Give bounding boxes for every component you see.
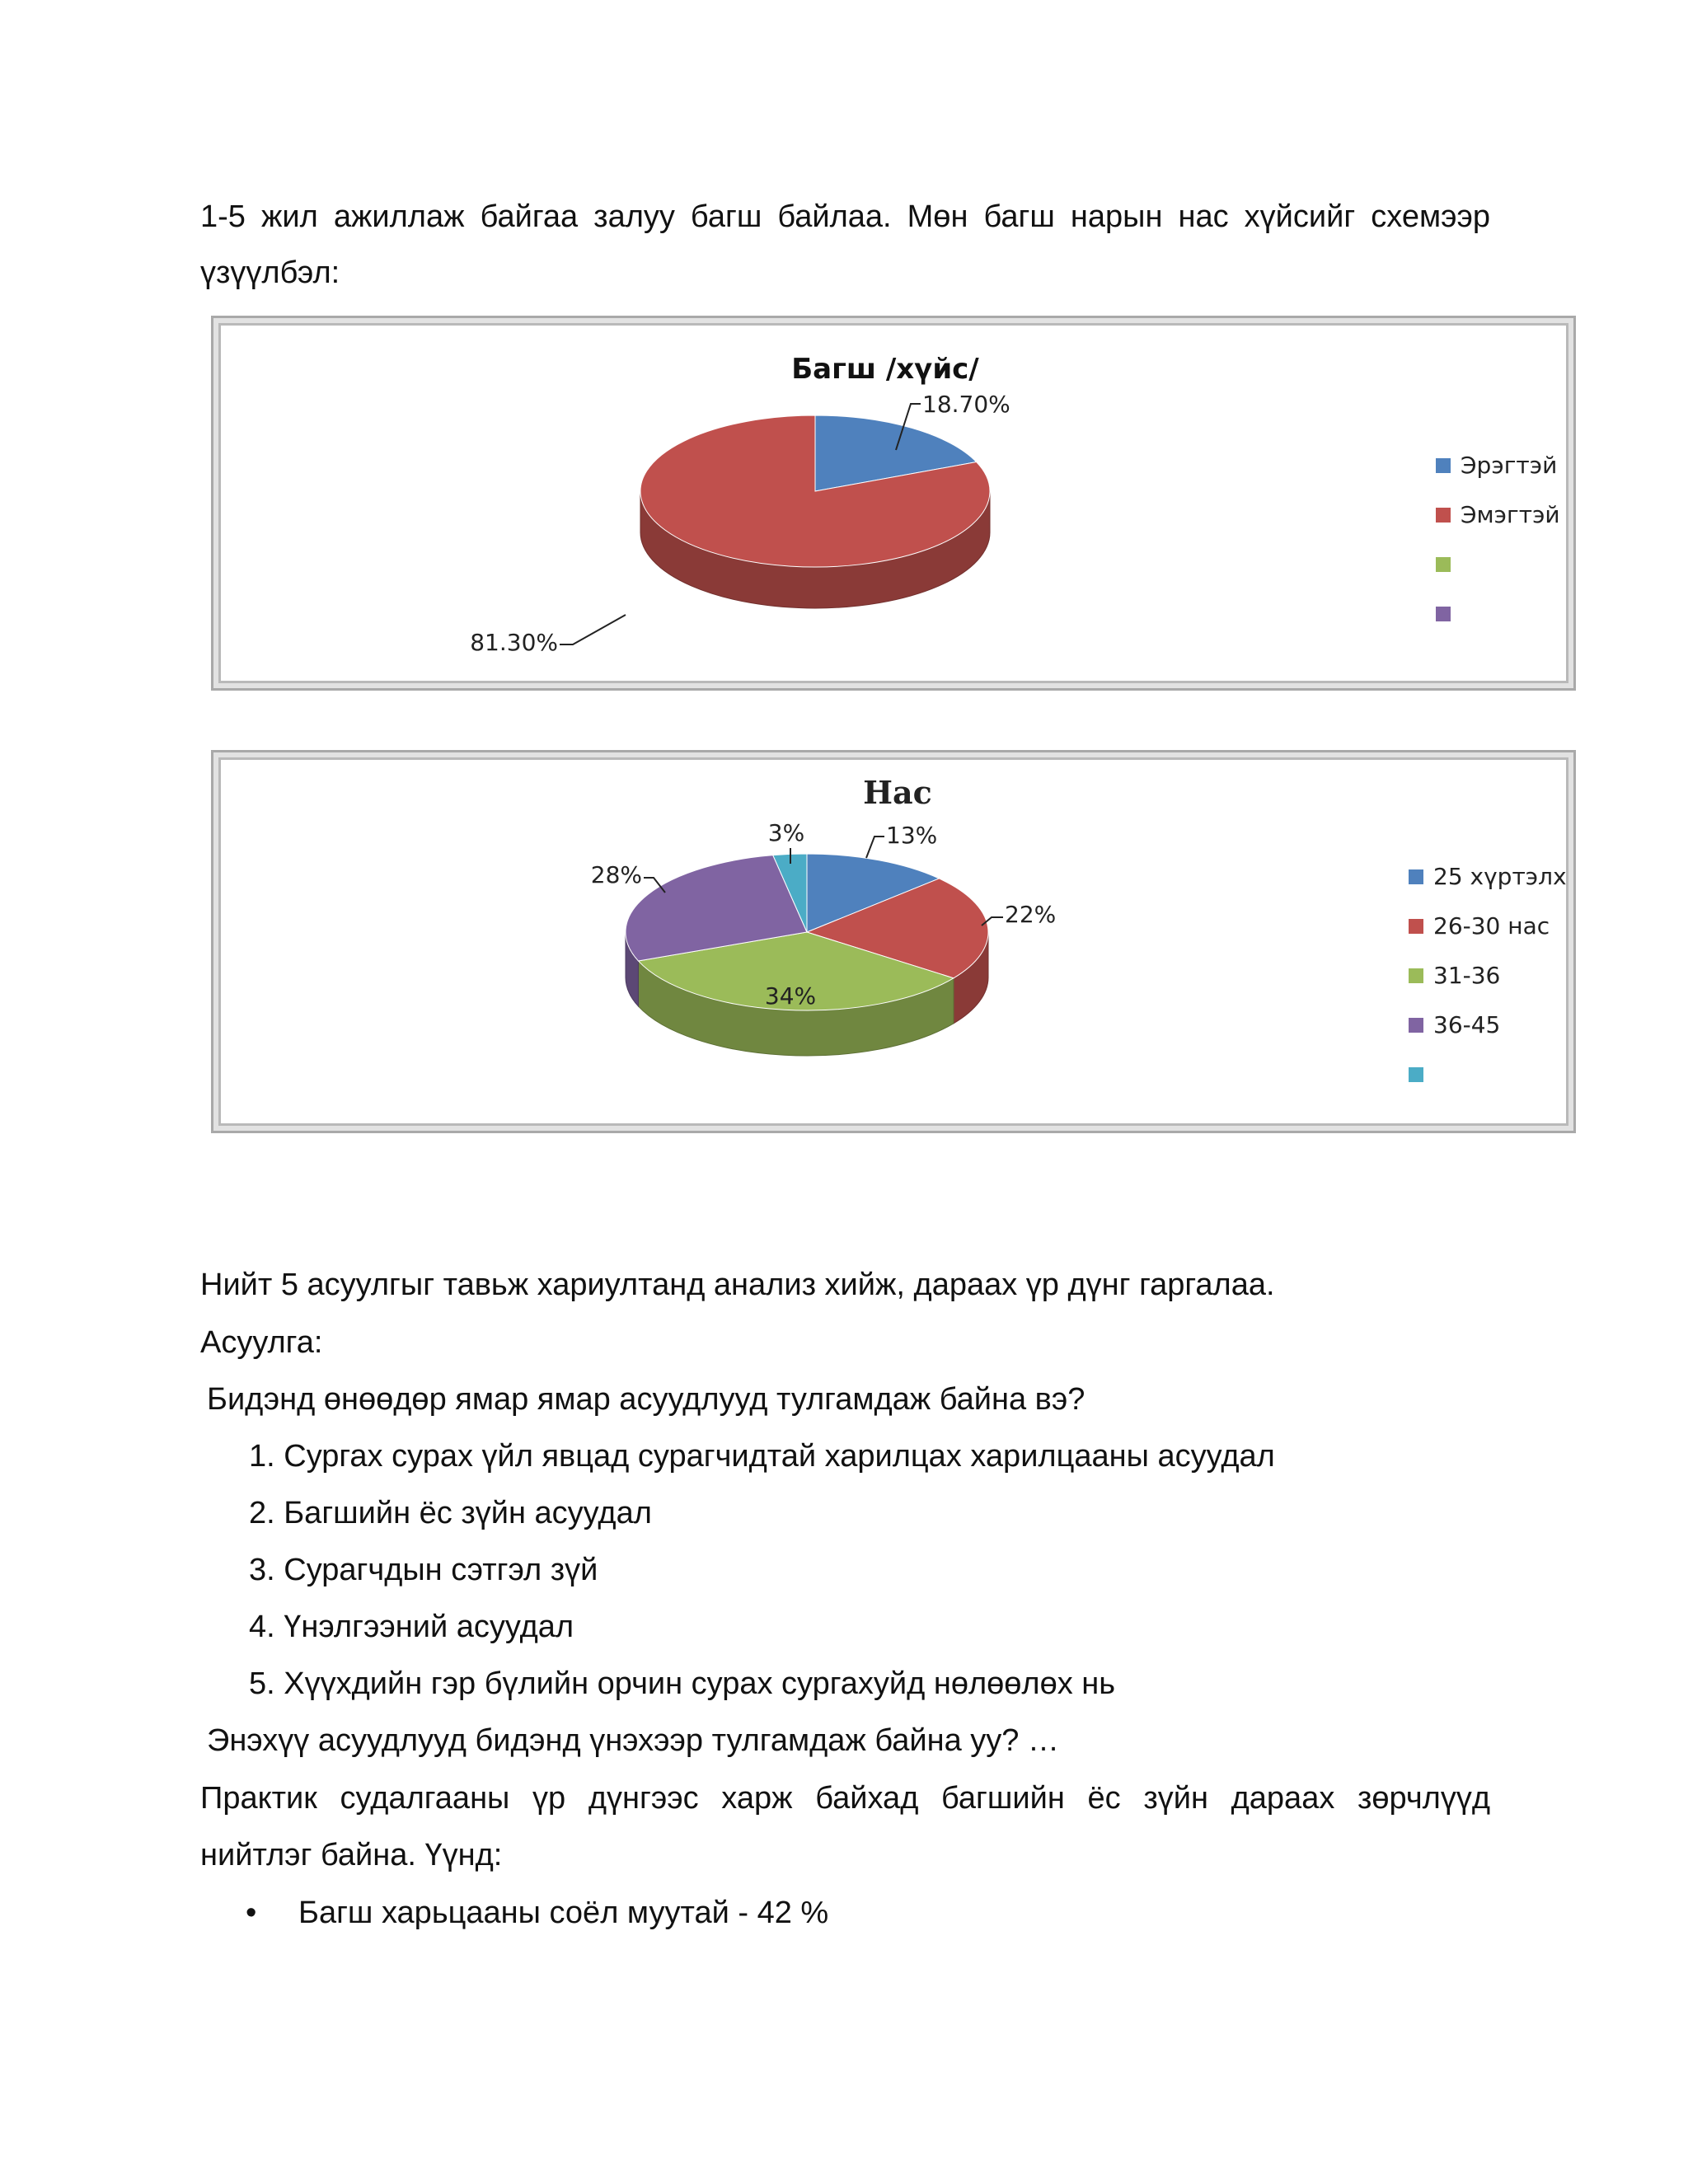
legend-label: 25 хүртэлх bbox=[1433, 863, 1567, 890]
legend-swatch bbox=[1436, 557, 1451, 572]
bullet-item: Багш харьцааны соёл муутай - 42 % bbox=[298, 1896, 829, 1930]
practice-line-1: Практик судалгааны үр дүнгээс харж байхад багшийн ёс зүйн дараах зөрчлүүд bbox=[200, 1781, 1490, 1816]
list-item: 4. Үнэлгээний асуудал bbox=[249, 1610, 574, 1644]
legend-label: 31-36 bbox=[1433, 962, 1501, 989]
data-label: 28% bbox=[590, 861, 642, 888]
gender-pie-chart bbox=[211, 316, 1576, 691]
legend-swatch bbox=[1409, 1067, 1423, 1082]
legend-swatch bbox=[1436, 508, 1451, 523]
data-label: 81.30% bbox=[470, 629, 558, 656]
bullet-icon: • bbox=[246, 1896, 257, 1930]
data-label: 13% bbox=[886, 822, 938, 849]
data-label: 34% bbox=[764, 982, 817, 1010]
practice-line-2: нийтлэг байна. Үүнд: bbox=[200, 1838, 503, 1872]
legend-swatch bbox=[1409, 968, 1423, 983]
intro-line-2: үзүүлбэл: bbox=[200, 255, 340, 290]
chart-title: Багш /хүйс/ bbox=[791, 353, 979, 386]
intro-line-1: 1-5 жил ажиллаж байгаа залуу багш байлаа. Мөн багш нарын нас хүйсийг схемээр bbox=[200, 199, 1490, 234]
legend-label: 26-30 нас bbox=[1433, 912, 1550, 940]
leader-line bbox=[560, 615, 626, 644]
question-label: Асуулга: bbox=[200, 1325, 323, 1360]
legend-swatch bbox=[1436, 458, 1451, 473]
data-label: 3% bbox=[767, 819, 805, 846]
legend-label: Эмэгтэй bbox=[1461, 501, 1560, 528]
leader-line bbox=[866, 837, 884, 858]
legend-swatch bbox=[1436, 607, 1451, 621]
legend-label: 36-45 bbox=[1433, 1011, 1501, 1038]
legend-swatch bbox=[1409, 869, 1423, 884]
data-label: 22% bbox=[1005, 901, 1057, 928]
summary-text: Нийт 5 асуулгыг тавьж хариултанд анализ хийж, дараах үр дүнг гаргалаа. bbox=[200, 1268, 1275, 1302]
list-item: 3. Сурагчдын сэтгэл зүй bbox=[249, 1553, 598, 1587]
list-item: 2. Багшийн ёс зүйн асуудал bbox=[249, 1496, 652, 1530]
chart-title: Нас bbox=[863, 774, 932, 811]
age-pie-svg bbox=[213, 752, 1578, 1136]
data-label: 18.70% bbox=[922, 391, 1010, 418]
legend-swatch bbox=[1409, 919, 1423, 934]
legend-swatch bbox=[1409, 1018, 1423, 1033]
age-pie-chart bbox=[211, 750, 1576, 1133]
legend-label: Эрэгтэй bbox=[1461, 452, 1558, 479]
question-text: Бидэнд өнөөдөр ямар ямар асуудлууд тулгамдаж байна вэ? bbox=[207, 1382, 1085, 1417]
gender-pie-svg bbox=[213, 318, 1578, 693]
followup-text: Энэхүү асуудлууд бидэнд үнэхээр тулгамдаж байна уу? … bbox=[207, 1723, 1059, 1758]
list-item: 5. Хүүхдийн гэр бүлийн орчин сурах сургахуйд нөлөөлөх нь bbox=[249, 1666, 1116, 1701]
list-item: 1. Сургах сурах үйл явцад сурагчидтай харилцах харилцааны асуудал bbox=[249, 1439, 1275, 1474]
